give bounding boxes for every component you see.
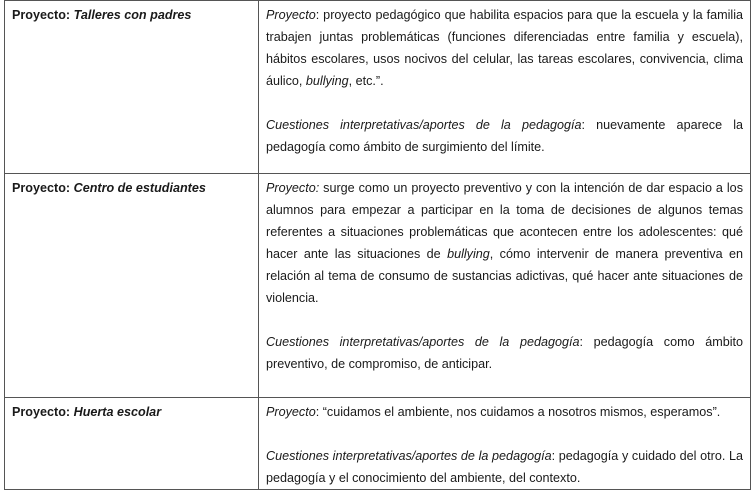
project-label: Proyecto: [12, 405, 71, 419]
project-text-end: , etc.”. [348, 74, 384, 88]
table-row [5, 174, 751, 398]
interpretation-lead: Cuestiones interpretativas/aportes de la pedagogía [266, 118, 582, 132]
project-name: Centro de estudiantes [73, 181, 206, 195]
table-row [5, 1, 751, 174]
interpretation-paragraph [266, 114, 743, 158]
project-italic-term: bullying [447, 247, 490, 261]
project-label: Proyecto: [12, 181, 71, 195]
project-text: : “cuidamos el ambiente, nos cuidamos a nosotros mismos, esperamos”. [315, 405, 721, 419]
project-text-end: , cómo intervenir de manera preventiva en relación al tema de consumo de sustancias adictivas, qué hacer ante situaciones de violencia. [266, 247, 744, 305]
interpretation-paragraph [266, 331, 743, 375]
project-title-cell [5, 1, 259, 174]
project-title-cell [5, 398, 259, 490]
project-table [4, 0, 751, 490]
project-paragraph [266, 401, 743, 423]
project-lead: Proyecto [266, 8, 316, 22]
interpretation-lead: Cuestiones interpretativas/aportes de la pedagogía [266, 449, 552, 463]
project-paragraph [266, 177, 743, 309]
interpretation-lead: Cuestiones interpretativas/aportes de la pedagogía [266, 335, 580, 349]
table-row [5, 398, 751, 490]
interpretation-text: : pedagogía y cuidado del otro. La pedagogía y el conocimiento del ambiente, del contexto. [266, 449, 743, 485]
project-italic-term: bullying [305, 74, 349, 88]
interpretation-text: : nuevamente aparece la pedagogía como ámbito de surgimiento del límite. [266, 118, 744, 154]
project-name: Talleres con padres [73, 8, 192, 22]
project-description-cell [259, 1, 751, 174]
project-label: Proyecto: [12, 8, 71, 22]
project-lead: Proyecto: [266, 181, 320, 195]
project-paragraph [266, 4, 743, 92]
project-title-cell [5, 174, 259, 398]
project-description-cell [259, 398, 751, 490]
interpretation-text: : pedagogía como ámbito preventivo, de compromiso, de anticipar. [266, 335, 744, 371]
project-description-cell [259, 174, 751, 398]
project-text: surge como un proyecto preventivo y con la intención de dar espacio a los alumnos para empezar a participar en la toma de decisiones de algunos temas referentes a situaciones problemáticas que acontecen entre los adolescentes: qué hacer ante las situaciones de [266, 181, 743, 261]
project-lead: Proyecto [266, 405, 316, 419]
project-name: Huerta escolar [73, 405, 162, 419]
project-text: : proyecto pedagógico que habilita espacios para que la escuela y la familia trabajen juntas problemáticas (funciones diferenciadas entre familia y escuela), hábitos escolares, usos nocivos del celular, las tareas escolares, convivencia, clima áulico, [266, 8, 743, 88]
interpretation-paragraph [266, 445, 743, 489]
